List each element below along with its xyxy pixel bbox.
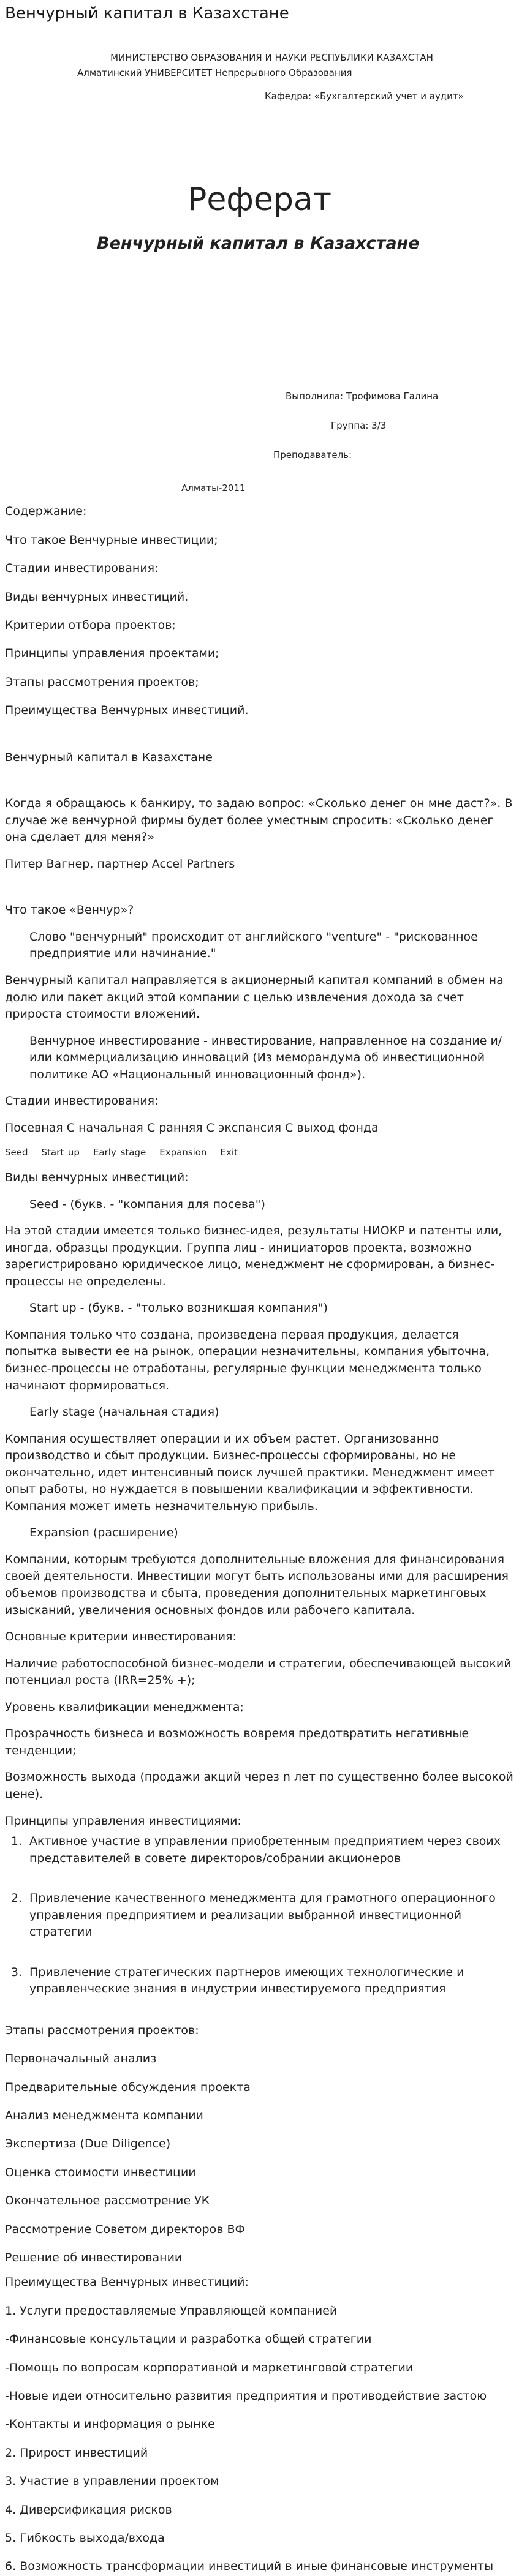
startup-title: Start up - (букв. - "только возникшая компания") (29, 1301, 328, 1315)
teacher-line: Преподаватель: (273, 449, 352, 460)
principles-list (5, 1833, 514, 1998)
advantage-item: 2. Прирост инвестиций (5, 2446, 148, 2460)
review-item: Экспертиза (Due Diligence) (5, 2137, 171, 2151)
epigraph-author: Питер Вагнер, партнер Accel Partners (5, 857, 235, 871)
principle-item: 2. Привлечение качественного менеджмента для грамотного операционного управления предприятием и реализации выбранной инвестиционной стратегии (26, 1890, 514, 1941)
stages-heading: Стадии инвестирования: (5, 1094, 159, 1108)
advantage-item: -Финансовые консультации и разработка общей стратегии (5, 2332, 372, 2346)
advantage-item: 1. Услуги предоставляемые Управляющей компанией (5, 2304, 338, 2318)
ministry-line: МИНИСТЕРСТВО ОБРАЗОВАНИЯ И НАУКИ РЕСПУБЛИКИ КАЗАХСТАН (110, 51, 433, 63)
review-item: Окончательное рассмотрение УК (5, 2194, 210, 2208)
criteria-item: Возможность выхода (продажи акций через n лет по существенно более высокой цене). (5, 1770, 513, 1801)
department-line: Кафедра: «Бухгалтерский учет и аудит» (265, 91, 464, 102)
review-section (5, 2021, 514, 2267)
advantage-item: 4. Диверсификация рисков (5, 2503, 172, 2517)
stages-ru: Посевная С начальная С ранняя С экспансия С выход фонда (5, 1121, 379, 1135)
kinds-heading: Виды венчурных инвестиций: (5, 1171, 189, 1185)
early-text: Компания осуществляет операции и их объем растет. Организованно производство и сбыт продукции. Бизнес-процессы сформированы, но не окончательно, идет интенсивный поиск лучшей практики. Менеджмент имеет опыт работы, но нуждается в повышении квалификации и эффективности. Компания может иметь незначительную прибыль. (5, 1432, 494, 1513)
epigraph-quote: Когда я обращаюсь к банкиру, то задаю вопрос: «Сколько денег он мне даст?». В случае же венчурной фирмы будет более уместным спросить: «Сколько денег она сделает для меня?» (5, 797, 513, 844)
stage-expansion: Expansion (159, 1147, 207, 1158)
criteria-item: Уровень квалификации менеджмента; (5, 1700, 244, 1714)
review-item: Решение об инвестировании (5, 2251, 183, 2264)
early-title: Early stage (начальная стадия) (29, 1405, 219, 1419)
stages-en (5, 1146, 514, 1160)
contents-section (5, 502, 514, 719)
section-title: Венчурный капитал в Казахстане (5, 750, 213, 764)
group-line: Группа: 3/3 (331, 420, 387, 432)
contents-heading: Содержание: (5, 505, 87, 519)
principle-item: 3. Привлечение стратегических партнеров имеющих технологические и управленческие знания в индустрии инвестируемого предприятия (26, 1964, 514, 1998)
criteria-heading: Основные критерии инвестирования: (5, 1630, 237, 1644)
word-origin: Слово "венчурный" происходит от английского "venture" - "рискованное предприятие или начинание." (29, 929, 478, 961)
report-subtitle: Венчурный капитал в Казахстане (97, 234, 420, 253)
university-line: Алматинский УНИВЕРСИТЕТ Непрерывного Образования (77, 67, 352, 79)
city-year-line: Алматы-2011 (181, 482, 246, 494)
stage-startup: Start up (41, 1147, 80, 1158)
review-item: Оценка стоимости инвестиции (5, 2165, 196, 2179)
advantage-item: -Помощь по вопросам корпоративной и маркетинговой стратегии (5, 2360, 414, 2375)
stage-exit: Exit (220, 1147, 238, 1158)
contents-item: Критерии отбора проектов; (5, 618, 176, 633)
review-heading: Этапы рассмотрения проектов: (5, 2023, 199, 2037)
advantage-item: 5. Гибкость выхода/входа (5, 2531, 165, 2545)
advantage-item: -Контакты и информация о рынке (5, 2417, 215, 2431)
advantages-heading: Преимущества Венчурных инвестиций: (5, 2275, 249, 2289)
contents-item: Что такое Венчурные инвестиции; (5, 533, 218, 547)
author-line: Выполнила: Трофимова Галина (286, 391, 439, 402)
stage-early: Early stage (93, 1147, 146, 1158)
principles-heading: Принципы управления инвестициями: (5, 1814, 241, 1828)
criteria-item: Прозрачность бизнеса и возможность вовремя предотвратить негативные тенденции; (5, 1727, 469, 1757)
review-item: Первоначальный анализ (5, 2052, 157, 2066)
advantage-item: 3. Участие в управлении проектом (5, 2474, 219, 2488)
contents-item: Виды венчурных инвестиций. (5, 590, 189, 604)
investment-definition: Венчурное инвестирование - инвестирование, направленное на создание и/или коммерциализацию инноваций (Из меморандума об инвестиционной политике АО «Национальный инновационный фонд»). (29, 1034, 502, 1081)
advantage-item: 6. Возможность трансформации инвестиций в иные финансовые инструменты (5, 2559, 494, 2574)
seed-text: На этой стадии имеется только бизнес-идея, результаты НИОКР и патенты или, иногда, образцы продукции. Группа лиц - инициаторов проекта, возможно зарегистрировано юридическое лицо, менеджмент не сформирован, а бизнес-процессы не определены. (5, 1224, 502, 1288)
stage-seed: Seed (5, 1147, 28, 1158)
contents-item: Этапы рассмотрения проектов; (5, 675, 199, 689)
contents-item: Стадии инвестирования: (5, 561, 159, 576)
advantage-item: -Новые идеи относительно развития предприятия и противодействие застою (5, 2389, 487, 2403)
seed-title: Seed - (букв. - "компания для посева") (29, 1197, 265, 1211)
contents-item: Преимущества Венчурных инвестиций. (5, 704, 249, 718)
what-is-venture: Что такое «Венчур»? (5, 903, 134, 917)
report-heading: Реферат (188, 181, 331, 218)
review-item: Предварительные обсуждения проекта (5, 2080, 251, 2094)
principle-item: 1. Активное участие в управлении приобретенным предприятием через своих представителей в совете директоров/собрании акционеров (26, 1833, 514, 1867)
advantages-section (5, 2273, 514, 2575)
contents-item: Принципы управления проектами; (5, 647, 219, 661)
expansion-title: Expansion (расширение) (29, 1526, 178, 1540)
expansion-text: Компании, которым требуются дополнительные вложения для финансирования своей деятельности. Инвестиции могут быть использованы ими для расширения объемов производства и сбыта, проведения дополнительных маркетинговых изысканий, увеличения основных фондов или рабочего капитала. (5, 1552, 509, 1617)
capital-definition: Венчурный капитал направляется в акционерный капитал компаний в обмен на долю или пакет акций этой компании с целью извлечения дохода за счет прироста стоимости вложений. (5, 973, 504, 1021)
review-item: Рассмотрение Советом директоров ВФ (5, 2222, 245, 2236)
document-title: Венчурный капитал в Казахстане (5, 4, 289, 23)
criteria-item: Наличие работоспособной бизнес-модели и стратегии, обеспечивающей высокий потенциал роста (IRR=25% +); (5, 1656, 512, 1688)
review-item: Анализ менеджмента компании (5, 2109, 203, 2123)
startup-text: Компания только что создана, произведена первая продукция, делается попытка вывести ее на рынок, операции незначительны, компания убыточна, бизнес-процессы не отработаны, регулярные функции менеджмента только начинают формироваться. (5, 1327, 490, 1392)
